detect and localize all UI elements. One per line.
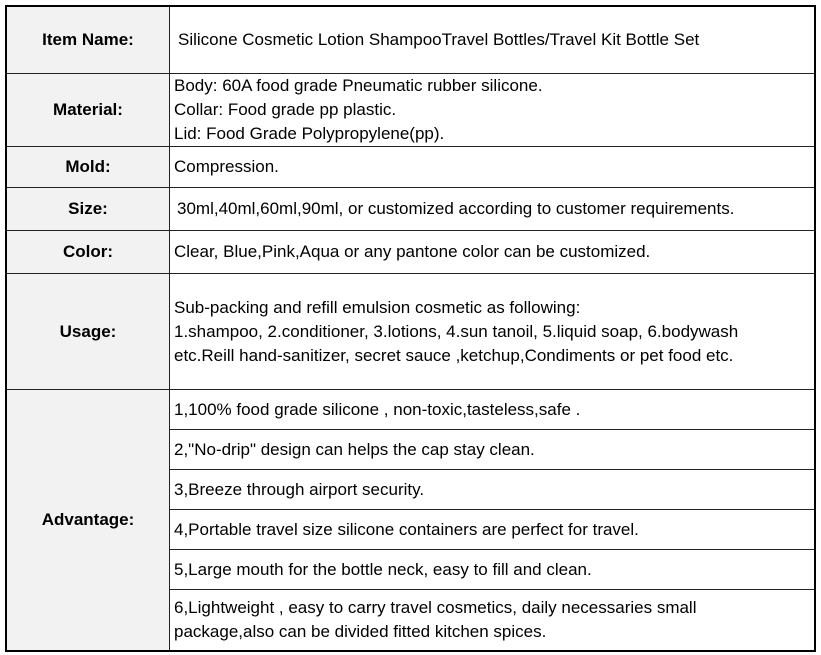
row-mold — [6, 147, 815, 188]
advantage-item: 1,100% food grade silicone , non-toxic,tasteless,safe . — [170, 390, 816, 430]
material-value — [170, 74, 816, 147]
usage-line: etc.Reill hand-sanitizer, secret sauce ,ketchup,Condiments or pet food etc. — [174, 345, 734, 365]
row-usage — [6, 274, 815, 390]
advantage-label: Advantage: — [6, 390, 170, 652]
color-label: Color: — [6, 231, 170, 274]
advantage-item: 5,Large mouth for the bottle neck, easy to fill and clean. — [170, 550, 816, 590]
row-advantage — [6, 390, 815, 430]
material-line: Lid: Food Grade Polypropylene(pp). — [174, 124, 445, 143]
advantage-line: package,also can be divided fitted kitchen spices. — [174, 622, 547, 641]
row-color — [6, 231, 815, 274]
color-value: Clear, Blue,Pink,Aqua or any pantone color can be customized. — [170, 231, 816, 274]
row-material — [6, 74, 815, 147]
item-name-value: Silicone Cosmetic Lotion ShampooTravel Bottles/Travel Kit Bottle Set — [170, 6, 816, 74]
advantage-item — [170, 590, 816, 652]
advantage-item: 3,Breeze through airport security. — [170, 470, 816, 510]
usage-value — [170, 274, 816, 390]
row-item-name — [6, 6, 815, 74]
usage-line: 1.shampoo, 2.conditioner, 3.lotions, 4.sun tanoil, 5.liquid soap, 6.bodywash — [174, 321, 739, 341]
material-line: Body: 60A food grade Pneumatic rubber silicone. — [174, 76, 543, 95]
material-label: Material: — [6, 74, 170, 147]
size-value: 30ml,40ml,60ml,90ml, or customized according to customer requirements. — [170, 188, 816, 231]
advantage-item: 4,Portable travel size silicone containers are perfect for travel. — [170, 510, 816, 550]
advantage-item: 2,"No-drip" design can helps the cap stay clean. — [170, 430, 816, 470]
product-spec-table — [5, 5, 816, 652]
size-label: Size: — [6, 188, 170, 231]
advantage-line: 6,Lightweight , easy to carry travel cosmetics, daily necessaries small — [174, 598, 697, 617]
mold-value: Compression. — [170, 147, 816, 188]
usage-line: Sub-packing and refill emulsion cosmetic as following: — [174, 297, 581, 317]
material-line: Collar: Food grade pp plastic. — [174, 100, 397, 119]
usage-label: Usage: — [6, 274, 170, 390]
mold-label: Mold: — [6, 147, 170, 188]
row-size — [6, 188, 815, 231]
item-name-label: Item Name: — [6, 6, 170, 74]
